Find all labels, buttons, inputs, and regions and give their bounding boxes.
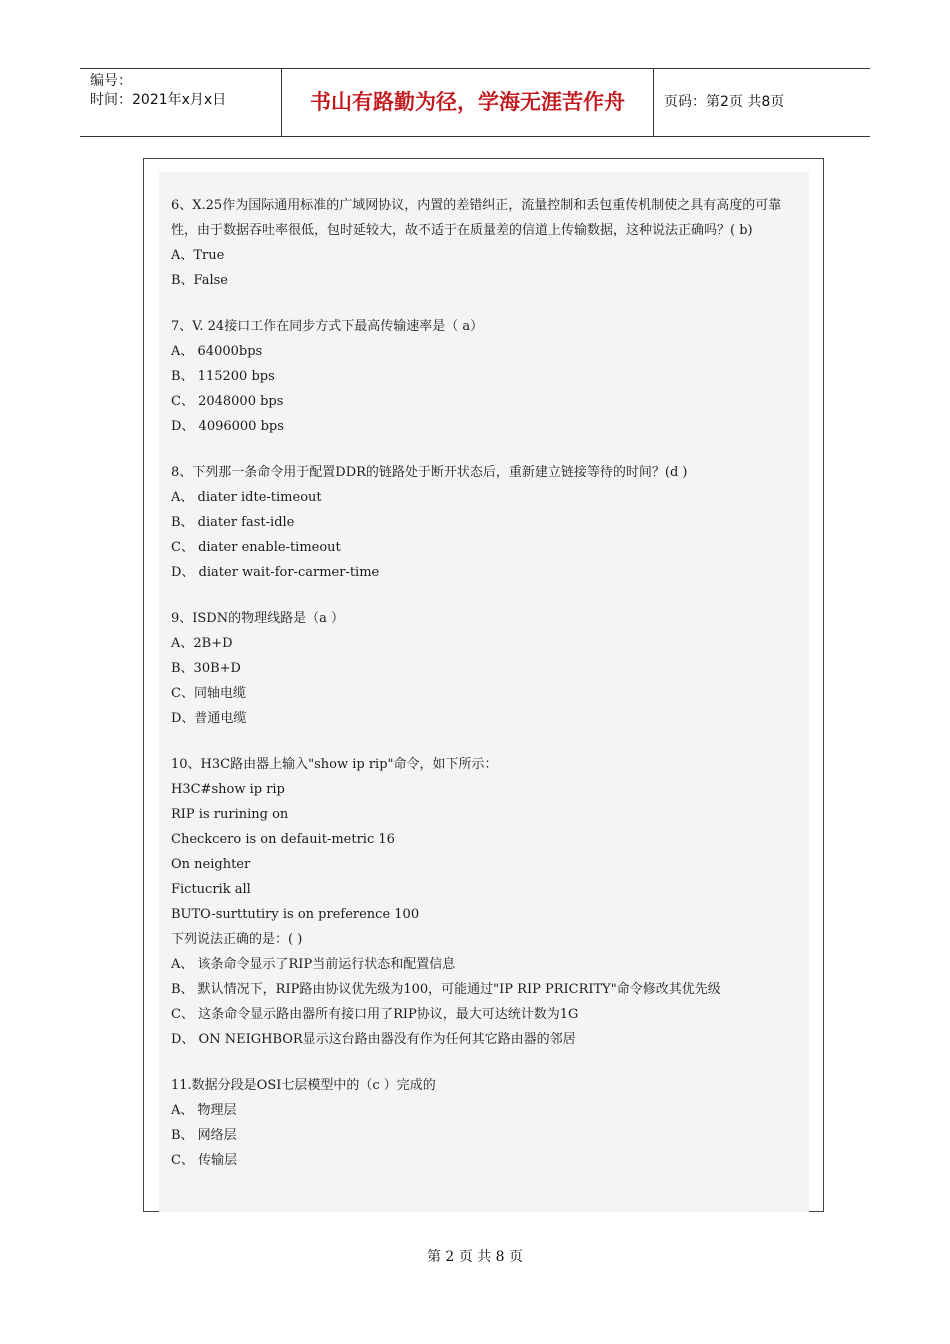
question-line: H3C#show ip rip	[171, 782, 285, 797]
question-stem: 8、下列那一条命令用于配置DDR的链路处于断开状态后，重新建立链接等待的时间？(d )	[171, 465, 688, 480]
question-line: B、30B+D	[171, 661, 241, 676]
question-line: C、 diater enable-timeout	[171, 540, 341, 555]
question-block	[171, 1073, 799, 1173]
question-line: A、 diater idte-timeout	[171, 490, 322, 505]
question-line: Checkcero is on defauit-metric 16	[171, 832, 395, 847]
question-line: D、 ON NEIGHBOR显示这台路由器没有作为任何其它路由器的邻居	[171, 1032, 576, 1047]
question-stem: 7、V. 24接口工作在同步方式下最高传输速率是（ a）	[171, 319, 484, 334]
question-block	[171, 460, 799, 585]
question-line: A、True	[171, 248, 225, 263]
question-line: C、 2048000 bps	[171, 394, 284, 409]
question-line: A、2B+D	[171, 636, 233, 651]
question-line: B、 diater fast-idle	[171, 515, 295, 530]
question-line: A、 物理层	[171, 1103, 237, 1118]
question-line: A、 该条命令显示了RIP当前运行状态和配置信息	[171, 957, 456, 972]
header-meta	[80, 69, 282, 136]
question-block	[171, 314, 799, 439]
question-line: 下列说法正确的是：( )	[171, 932, 303, 947]
time-label: 时间：2021年x月x日	[90, 92, 227, 108]
question-line: B、False	[171, 273, 228, 288]
number-label: 编号：	[90, 73, 132, 89]
question-line: D、 4096000 bps	[171, 419, 284, 434]
question-block	[171, 193, 799, 293]
question-stem: 10、H3C路由器上输入"show ip rip"命令，如下所示：	[171, 757, 498, 772]
question-block	[171, 752, 799, 1052]
page-footer: 第 2 页 共 8 页	[426, 1249, 524, 1265]
question-list	[171, 193, 799, 1194]
header-page-label: 页码：第2页 共8页	[664, 94, 785, 110]
question-line: RIP is rurining on	[171, 807, 289, 822]
question-line: B、 115200 bps	[171, 369, 275, 384]
question-stem: 9、ISDN的物理线路是（a ）	[171, 611, 344, 626]
question-stem: 11.数据分段是OSI七层模型中的（c ）完成的	[171, 1078, 436, 1093]
header-motto: 书山有路勤为径，学海无涯苦作舟	[282, 69, 654, 136]
question-line: C、 传输层	[171, 1153, 238, 1168]
question-line: A、 64000bps	[171, 344, 263, 359]
question-line: C、 这条命令显示路由器所有接口用了RIP协议，最大可达统计数为1G	[171, 1007, 579, 1022]
page-header	[80, 68, 870, 137]
question-block	[171, 606, 799, 731]
question-line: B、 默认情况下，RIP路由协议优先级为100，可能通过"IP RIP PRICRITY"命令修改其优先级	[171, 982, 721, 997]
question-line: On neighter	[171, 857, 251, 872]
question-line: B、 网络层	[171, 1128, 237, 1143]
question-line: D、 diater wait-for-carmer-time	[171, 565, 380, 580]
question-stem: 6、X.25作为国际通用标准的广域网协议，内置的差错纠正，流量控制和丢包重传机制使之具有高度的可靠性，由于数据吞吐率很低，包时延较大，故不适于在质量差的信道上传输数据，这种说法正确吗？( b)	[171, 198, 782, 238]
question-line: C、同轴电缆	[171, 686, 246, 701]
question-line: D、普通电缆	[171, 711, 247, 726]
question-line: BUTO-surttutiry is on preference 100	[171, 907, 420, 922]
question-line: Fictucrik all	[171, 882, 251, 897]
